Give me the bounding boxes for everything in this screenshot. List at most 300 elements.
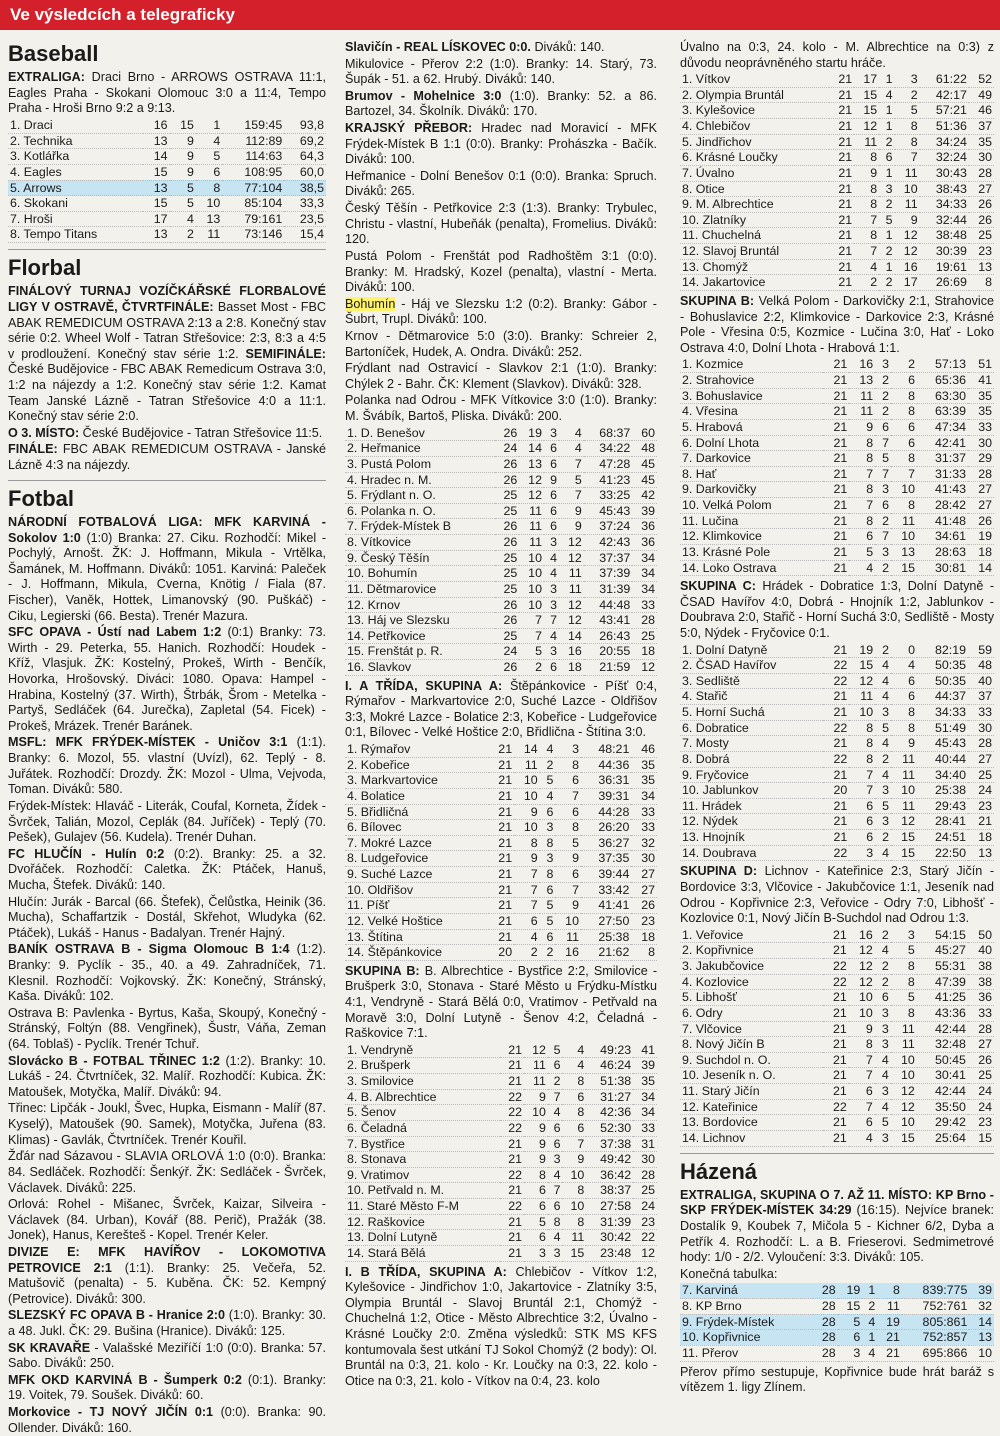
stat-cell: 7 [548, 1183, 563, 1199]
stat-cell: 8 [849, 435, 875, 451]
stat-cell: 48 [632, 441, 657, 457]
result-paragraph: SK KRAVAŘE - Valašské Meziříčí 1:0 (0:0). Branka: 57. Sabo. Diváků: 250. [8, 1340, 326, 1371]
stat-cell: 7 [514, 882, 540, 898]
stat-cell: 21 [823, 529, 849, 545]
stat-cell: 4 [849, 1130, 875, 1146]
stat-cell: 10 [519, 550, 544, 566]
stat-cell: 21 [489, 742, 515, 757]
stat-cell: 21 [877, 1345, 902, 1361]
team-cell: 11. Přerov [680, 1345, 813, 1361]
stat-cell: 23 [969, 244, 994, 260]
stat-cell: 4 [854, 259, 879, 275]
stat-cell: 1 [196, 118, 222, 133]
result-paragraph: Mikulovice - Přerov 2:2 (1:0). Branky: 14. Starý, 73. Šupák - 51. a 62. Hrubý. Diváků: 140. [345, 56, 657, 87]
stat-cell: 6 [891, 373, 917, 389]
table-row [680, 513, 994, 529]
table-row [345, 851, 657, 867]
team-cell: 7. Mosty [680, 736, 823, 752]
stat-cell: 33 [631, 820, 657, 836]
result-paragraph: Český Těšín - Petřkovice 2:3 (1:3). Branky: Trybulec, Christu - vlastní, Hubeňák (penalta), Fromelius. Diváků: 120. [345, 201, 657, 247]
stat-cell: 21 [829, 87, 854, 103]
table-row [680, 1299, 994, 1315]
table-row [680, 466, 994, 482]
stat-cell: 10 [514, 820, 540, 836]
stat-cell: 4 [548, 1167, 563, 1183]
stat-cell: 24 [968, 1099, 994, 1115]
stat-cell: 42:41 [917, 435, 968, 451]
result-paragraph: Konečná tabulka: [680, 1266, 778, 1281]
stat-cell: 3 [555, 742, 581, 757]
stat-cell: 12 [891, 814, 917, 830]
stat-cell: 24 [633, 1199, 657, 1215]
table-row [680, 943, 994, 959]
table-row [345, 472, 657, 488]
stat-cell: 7 [875, 529, 891, 545]
stat-cell: 21 [489, 757, 515, 773]
stat-cell: 21 [823, 388, 849, 404]
team-cell: 14. Lichnov [680, 1130, 823, 1146]
table-row [680, 798, 994, 814]
team-cell: 2. Kopřivnice [680, 943, 823, 959]
standings-table [680, 928, 994, 1147]
stat-cell: 21 [829, 197, 854, 213]
stat-cell: 41:41 [581, 898, 631, 914]
stat-cell: 20:55 [584, 644, 633, 660]
team-cell: 11. Starý Jičín [680, 1084, 823, 1100]
stat-cell: 23,5 [284, 211, 326, 227]
stat-cell: 19 [968, 529, 994, 545]
stat-cell: 26 [969, 212, 994, 228]
table-row [680, 560, 994, 576]
stat-cell: 21 [489, 820, 515, 836]
stat-cell: 22 [823, 974, 849, 990]
stat-cell: 28 [968, 466, 994, 482]
team-cell: 7. Bystřice [345, 1136, 500, 1152]
stat-cell: 11 [849, 689, 875, 705]
result-paragraph: Frýdlant nad Ostravicí - Slavkov 2:1 (1:0). Branky: Chýlek 2 - Bahr. ČK: Klement (Slavkov). Diváků: 328. [345, 361, 657, 391]
stat-cell: 21 [968, 814, 994, 830]
stat-cell: 114:63 [222, 149, 284, 165]
stat-cell: 34:40 [917, 767, 968, 783]
team-cell: 12. Kateřinice [680, 1099, 823, 1115]
stat-cell: 6 [555, 867, 581, 883]
stat-cell: 12 [891, 1084, 917, 1100]
stat-cell: 41:43 [917, 482, 968, 498]
stat-cell: 4 [875, 689, 891, 705]
stat-cell: 22:50 [917, 845, 968, 861]
table-row [345, 1245, 657, 1261]
team-cell: 6. Krásné Loučky [680, 150, 829, 166]
stat-cell: 28 [813, 1330, 838, 1346]
stat-cell: 22 [500, 1089, 524, 1105]
stat-cell: 21 [823, 1021, 849, 1037]
team-cell: 1. D. Benešov [345, 426, 495, 441]
stat-cell: 10 [891, 529, 917, 545]
table-row [345, 1120, 657, 1136]
team-cell: 12. Krnov [345, 597, 495, 613]
stat-cell: 51 [968, 357, 994, 372]
result-paragraph: SKUPINA D: Lichnov - Kateřinice 2:3, Starý Jičín - Bordovice 3:3, Vlčovice - Jakubčovice 1:1, Jeseník nad Odrou - Kopřivnice 2:3, Veřovice - Odry 7:0, Libhošť - Kozlovice 0:1, Nový Jičín B-Suchdol nad Odrou 1:3. [680, 864, 995, 926]
team-cell: 1. Kozmice [680, 357, 823, 372]
stat-cell: 21 [489, 773, 515, 789]
standings-table [8, 118, 326, 243]
stat-cell: 22 [823, 959, 849, 975]
stat-cell: 752:857 [902, 1330, 969, 1346]
stat-cell: 21 [489, 898, 515, 914]
team-cell: 11. Píšť [345, 898, 489, 914]
table-row [680, 228, 994, 244]
stat-cell: 8 [562, 1105, 586, 1121]
table-row [8, 164, 326, 180]
stat-cell: 25:38 [917, 783, 968, 799]
stat-cell: 7 [519, 613, 544, 629]
team-cell: 1. Veřovice [680, 928, 823, 943]
stat-cell: 10 [849, 990, 875, 1006]
stat-cell: 12 [849, 673, 875, 689]
stat-cell: 21 [500, 1214, 524, 1230]
stat-cell: 12 [854, 119, 879, 135]
stat-cell: 21 [823, 736, 849, 752]
stat-cell: 3 [875, 1005, 891, 1021]
stat-cell: 5 [849, 544, 875, 560]
stat-cell: 21 [823, 643, 849, 658]
team-cell: 5. Šenov [345, 1105, 500, 1121]
stat-cell: 28:42 [917, 498, 968, 514]
standings-table [680, 72, 994, 291]
stat-cell: 25 [969, 228, 994, 244]
stat-cell: 33 [968, 419, 994, 435]
stat-cell: 34 [633, 1089, 657, 1105]
team-cell: 8. Otice [680, 181, 829, 197]
table-row [680, 783, 994, 799]
stat-cell: 6 [524, 1183, 548, 1199]
stat-cell: 17 [143, 211, 169, 227]
stat-cell: 4 [544, 566, 559, 582]
stat-cell: 8 [854, 150, 879, 166]
stat-cell: 18 [559, 660, 584, 676]
stat-cell: 38 [968, 959, 994, 975]
stat-cell: 12 [559, 535, 584, 551]
stat-cell: 7 [514, 898, 540, 914]
stat-cell: 28 [969, 165, 994, 181]
table-row [680, 974, 994, 990]
stat-cell: 6 [849, 1084, 875, 1100]
table-row [345, 945, 657, 961]
stat-cell: 15 [968, 1130, 994, 1146]
stat-cell: 39:44 [581, 867, 631, 883]
stat-cell: 32:44 [920, 212, 969, 228]
stat-cell: 2 [540, 757, 556, 773]
stat-cell: 42:44 [917, 1084, 968, 1100]
stat-cell: 14 [969, 1314, 994, 1330]
stat-cell: 13 [969, 259, 994, 275]
team-cell: 1. Draci [8, 118, 143, 133]
table-row [345, 1074, 657, 1090]
stat-cell: 4 [875, 767, 891, 783]
team-cell: 7. Mokré Lazce [345, 835, 489, 851]
stat-cell: 4 [875, 673, 891, 689]
stat-cell: 15 [854, 87, 879, 103]
stat-cell: 40 [968, 673, 994, 689]
stat-cell: 24 [495, 644, 520, 660]
stat-cell: 50:35 [917, 673, 968, 689]
stat-cell: 25 [495, 581, 520, 597]
stat-cell: 50:45 [917, 1052, 968, 1068]
stat-cell: 8 [631, 945, 657, 961]
team-cell: 4. B. Albrechtice [345, 1089, 500, 1105]
result-paragraph: Úvalno na 0:3, 24. kolo - M. Albrechtice na 0:3) z důvodu neoprávněného startu hráče. [680, 40, 994, 70]
stat-cell: 3 [879, 181, 894, 197]
stat-cell: 2 [540, 945, 556, 961]
stat-cell: 34:33 [917, 705, 968, 721]
stat-cell: 49:23 [586, 1043, 633, 1058]
stat-cell: 27 [968, 1037, 994, 1053]
team-cell: 3. Bohuslavice [680, 388, 823, 404]
stat-cell: 22 [823, 658, 849, 674]
team-cell: 14. Doubrava [680, 845, 823, 861]
table-row [680, 689, 994, 705]
team-cell: 7. Darkovice [680, 451, 823, 467]
result-paragraph: Hlučín: Jurák - Barcal (66. Štefek), Čelůstka, Heinik (36. Mucha), Schaffartzik - Dostál, Skřehot, Wludyka (62. Ptáček), Lukáš - Hanus - Badalyan. Trenér Hajný. [8, 894, 326, 940]
table-row [345, 503, 657, 519]
stat-cell: 36 [632, 535, 657, 551]
stat-cell: 20 [489, 945, 515, 961]
stat-cell: 10 [196, 196, 222, 212]
stat-cell: 27 [968, 751, 994, 767]
stat-cell: 11 [891, 1021, 917, 1037]
stat-cell: 21 [829, 103, 854, 119]
stat-cell: 7 [891, 466, 917, 482]
stat-cell: 15 [143, 196, 169, 212]
stat-cell: 8 [849, 482, 875, 498]
stat-cell: 26 [631, 898, 657, 914]
table-row [8, 180, 326, 196]
stat-cell: 28 [813, 1314, 838, 1330]
stat-cell: 36:42 [586, 1167, 633, 1183]
stat-cell: 21 [500, 1074, 524, 1090]
heading-fotbal: Fotbal [8, 480, 326, 512]
result-paragraph: Ostrava B: Pavlenka - Byrtus, Kaša, Skoupý, Konečný - Stránský, Foltýn (88. Vengřinek), Šustr, Váňa, Zeman (64. Toblaš) - Pyclík. Trenér Tchuř. [8, 1005, 326, 1052]
stat-cell: 32 [631, 835, 657, 851]
stat-cell: 37:37 [584, 550, 633, 566]
table-row [345, 456, 657, 472]
team-cell: 13. Háj ve Slezsku [345, 613, 495, 629]
stat-cell: 63:30 [917, 388, 968, 404]
stat-cell: 7 [849, 1068, 875, 1084]
table-row [345, 1214, 657, 1230]
team-cell: 11. Chuchelná [680, 228, 829, 244]
team-cell: 1. Dolní Datyně [680, 643, 823, 658]
stat-cell: 12 [895, 228, 920, 244]
stat-cell: 8 [540, 867, 556, 883]
stat-cell: 4 [548, 1105, 563, 1121]
table-row [345, 550, 657, 566]
stat-cell: 2 [895, 87, 920, 103]
stat-cell: 4 [544, 550, 559, 566]
stat-cell: 36 [968, 990, 994, 1006]
stat-cell: 2 [875, 404, 891, 420]
stat-cell: 26 [968, 1052, 994, 1068]
stat-cell: 9 [524, 1089, 548, 1105]
stat-cell: 11 [891, 751, 917, 767]
stat-cell: 8 [562, 1074, 586, 1090]
stat-cell: 19 [838, 1283, 863, 1298]
result-paragraph: Žďár nad Sázavou - SLAVIA ORLOVÁ 1:0 (0:0). Branka: 84. Sedláček. Rozhodčí: Šenkýř. ŽK: Sedláček - Švrček, Václavek. Diváků: 225. [8, 1149, 326, 1195]
stat-cell: 38,5 [284, 180, 326, 196]
result-paragraph: Bohumín - Háj ve Slezsku 1:2 (0:2). Branky: Gábor - Šubrt, Trupl. Diváků: 100. [345, 296, 657, 327]
stat-cell: 21 [823, 419, 849, 435]
result-paragraph: Polanka nad Odrou - MFK Vítkovice 3:0 (1:0). Branky: M. Švábík, Bartoš, Pliska. Diváků: 200. [345, 393, 657, 424]
standings-table [345, 742, 657, 961]
stat-cell: 42 [632, 488, 657, 504]
stat-cell: 3 [540, 851, 556, 867]
stat-cell: 6 [544, 660, 559, 676]
stat-cell: 30 [633, 1152, 657, 1168]
stat-cell: 37 [968, 689, 994, 705]
team-cell: 6. Dobratice [680, 720, 823, 736]
table-row [680, 419, 994, 435]
stat-cell: 21 [823, 1068, 849, 1084]
stat-cell: 29 [968, 451, 994, 467]
table-row [345, 1183, 657, 1199]
stat-cell: 8 [562, 1183, 586, 1199]
table-row [680, 119, 994, 135]
stat-cell: 26 [495, 519, 520, 535]
stat-cell: 26 [495, 597, 520, 613]
stat-cell: 63:39 [917, 404, 968, 420]
stat-cell: 23 [633, 1214, 657, 1230]
stat-cell: 10 [895, 181, 920, 197]
team-cell: 3. Kylešovice [680, 103, 829, 119]
stat-cell: 30:81 [917, 560, 968, 576]
table-row [680, 275, 994, 291]
stat-cell: 2 [891, 357, 917, 372]
stat-cell: 41:23 [584, 472, 633, 488]
stat-cell: 42:17 [920, 87, 969, 103]
stat-cell: 8 [895, 119, 920, 135]
stat-cell: 10 [891, 783, 917, 799]
stat-cell: 27 [631, 882, 657, 898]
team-cell: 14. Štěpánkovice [345, 945, 489, 961]
result-paragraph: SFC OPAVA - Ústí nad Labem 1:2 (0:1) Branky: 73. Wirth - 29. Peterka, 55. Hanich. Rozhodčí: Houdek - Kříž, Vlasjuk. ŽK: Kostelný, Prokeš, Wirth - Benčík, Hovorka, Hrošovský. Diváci: 1080. Opava: Hampel - Hrabina, Kostelný (37. Wirth), Štrbák, Šrom - Metelka - Partyš, Sedláček (64. Jurečka), Zapletal (54. Ficek) - Prokeš, Mrázek. Trenér Baránek. [8, 625, 326, 733]
stat-cell: 9 [559, 503, 584, 519]
stat-cell: 5 [519, 644, 544, 660]
team-cell: 1. Rýmařov [345, 742, 489, 757]
stat-cell: 10 [562, 1199, 586, 1215]
stat-cell: 46 [631, 742, 657, 757]
stat-cell: 21 [823, 560, 849, 576]
team-cell: 5. Horní Suchá [680, 705, 823, 721]
stat-cell: 34:33 [920, 197, 969, 213]
team-cell: 11. Lučina [680, 513, 823, 529]
stat-cell: 11 [891, 767, 917, 783]
team-cell: 8. Nový Jičín B [680, 1037, 823, 1053]
team-cell: 10. Bohumín [345, 566, 495, 582]
stat-cell: 49:42 [586, 1152, 633, 1168]
stat-cell: 11 [895, 197, 920, 213]
stat-cell: 22 [500, 1167, 524, 1183]
stat-cell: 3 [849, 845, 875, 861]
stat-cell: 21 [823, 1130, 849, 1146]
stat-cell: 43:41 [584, 613, 633, 629]
stat-cell: 44:36 [581, 757, 631, 773]
table-row [680, 1005, 994, 1021]
stat-cell: 8 [548, 1214, 563, 1230]
stat-cell: 8 [891, 388, 917, 404]
stat-cell: 11 [519, 535, 544, 551]
stat-cell: 10 [514, 788, 540, 804]
table-row [680, 767, 994, 783]
stat-cell: 7 [849, 1099, 875, 1115]
stat-cell: 24 [968, 1084, 994, 1100]
stat-cell: 3 [544, 644, 559, 660]
team-cell: 10. Velká Polom [680, 498, 823, 514]
stat-cell: 27 [969, 181, 994, 197]
stat-cell: 33,3 [284, 196, 326, 212]
stat-cell: 4 [849, 560, 875, 576]
stat-cell: 21 [823, 943, 849, 959]
stat-cell: 3 [895, 72, 920, 87]
stat-cell: 2 [875, 830, 891, 846]
team-cell: 4. Eagles [8, 164, 143, 180]
table-row [680, 1345, 994, 1361]
table-row [680, 103, 994, 119]
stat-cell: 33:25 [584, 488, 633, 504]
stat-cell: 15 [891, 845, 917, 861]
team-cell: 12. Velké Hoštice [345, 913, 489, 929]
stat-cell: 10 [562, 1167, 586, 1183]
stat-cell: 7 [849, 498, 875, 514]
team-cell: 2. Technika [8, 133, 143, 149]
stat-cell: 15 [854, 103, 879, 119]
stat-cell: 21 [823, 705, 849, 721]
stat-cell: 10 [555, 913, 581, 929]
team-cell: 13. Bordovice [680, 1115, 823, 1131]
stat-cell: 11 [877, 1299, 902, 1315]
table-row [680, 705, 994, 721]
team-cell: 10. Kopřivnice [680, 1330, 813, 1346]
stat-cell: 26 [495, 426, 520, 441]
stat-cell: 21 [500, 1136, 524, 1152]
result-paragraph: NÁRODNÍ FOTBALOVÁ LIGA: MFK KARVINÁ - Sokolov 1:0 (1:0) Branka: 27. Ciku. Rozhodčí: Mikel - Pochylý, Arnošt. ŽK: J. Hoffmann, Mikula - Vrtělka, Šamánek, M. Hoffmann. Diváků: 1051. Karviná: Paleček - J. Hoffmann, Mikula, Cverna, Knötig / Fiala (87. Fischer), Vaněk, Hottek, Limanovský (90. Puškáč) - Ciku, Legierski (66. Besta). Trenér Mazura. [8, 514, 327, 623]
stat-cell: 21 [489, 882, 515, 898]
stat-cell: 2 [875, 974, 891, 990]
stat-cell: 11 [849, 404, 875, 420]
stat-cell: 7 [559, 456, 584, 472]
table-row [8, 133, 326, 149]
stat-cell: 3 [524, 1245, 548, 1261]
team-cell: 2. Heřmanice [345, 441, 495, 457]
stat-cell: 28 [813, 1283, 838, 1298]
stat-cell: 32:48 [917, 1037, 968, 1053]
stat-cell: 35 [968, 404, 994, 420]
stat-cell: 6 [891, 435, 917, 451]
result-paragraph: MFK OKD KARVINÁ B - Šumperk 0:2 (0:1). Branky: 19. Voitek, 79. Soušek. Diváků: 60. [8, 1372, 326, 1403]
stat-cell: 17 [854, 72, 879, 87]
stat-cell: 12 [559, 550, 584, 566]
stat-cell: 44:48 [584, 597, 633, 613]
team-cell: 9. Frýdek-Místek [680, 1314, 813, 1330]
stat-cell: 21 [823, 1005, 849, 1021]
stat-cell: 11 [891, 1037, 917, 1053]
column-1 [8, 40, 327, 1435]
team-cell: 5. Arrows [8, 180, 143, 196]
team-cell: 5. Hrabová [680, 419, 823, 435]
stat-cell: 5 [196, 149, 222, 165]
stat-cell: 31:37 [917, 451, 968, 467]
stat-cell: 752:761 [902, 1299, 969, 1315]
stat-cell: 47:28 [584, 456, 633, 472]
